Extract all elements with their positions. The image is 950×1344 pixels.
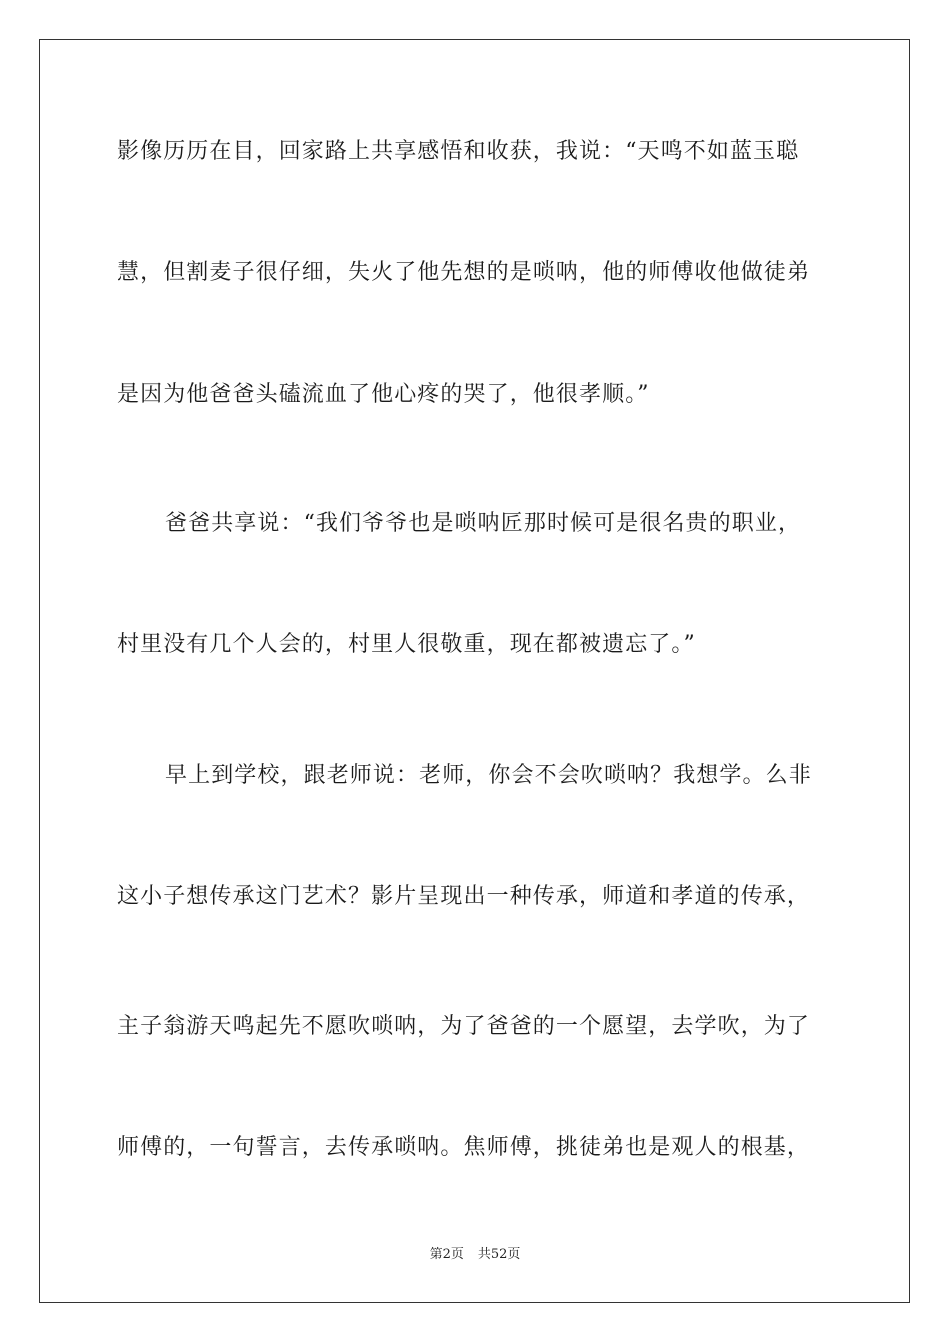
- page-footer: [0, 1246, 950, 1264]
- page-total: 共52页: [477, 1247, 521, 1262]
- page-number: 第2页: [429, 1247, 464, 1262]
- text-line: 爸爸共享说：“我们爷爷也是唢呐匠那时候可是很名贵的职业，: [165, 511, 802, 536]
- text-line: 早上到学校，跟老师说：老师，你会不会吹唢呐？我想学。么非: [165, 763, 812, 788]
- text-line: 影像历历在目，回家路上共享感悟和收获，我说：“天鸣不如蓝玉聪: [117, 139, 800, 164]
- text-line: 这小子想传承这门艺术？影片呈现出一种传承，师道和孝道的传承，: [117, 884, 811, 909]
- text-line: 主子翁游天鸣起先不愿吹唢呐，为了爸爸的一个愿望，去学吹，为了: [117, 1014, 811, 1039]
- page-border: [39, 39, 910, 1303]
- text-line: 慧，但割麦子很仔细，失火了他先想的是唢呐，他的师傅收他做徒弟: [117, 260, 811, 285]
- text-line: 村里没有几个人会的，村里人很敬重，现在都被遗忘了。”: [117, 632, 696, 657]
- text-line: 师傅的，一句誓言，去传承唢呐。焦师傅，挑徒弟也是观人的根基，: [117, 1135, 811, 1160]
- text-line: 是因为他爸爸头磕流血了他心疼的哭了，他很孝顺。”: [117, 382, 650, 407]
